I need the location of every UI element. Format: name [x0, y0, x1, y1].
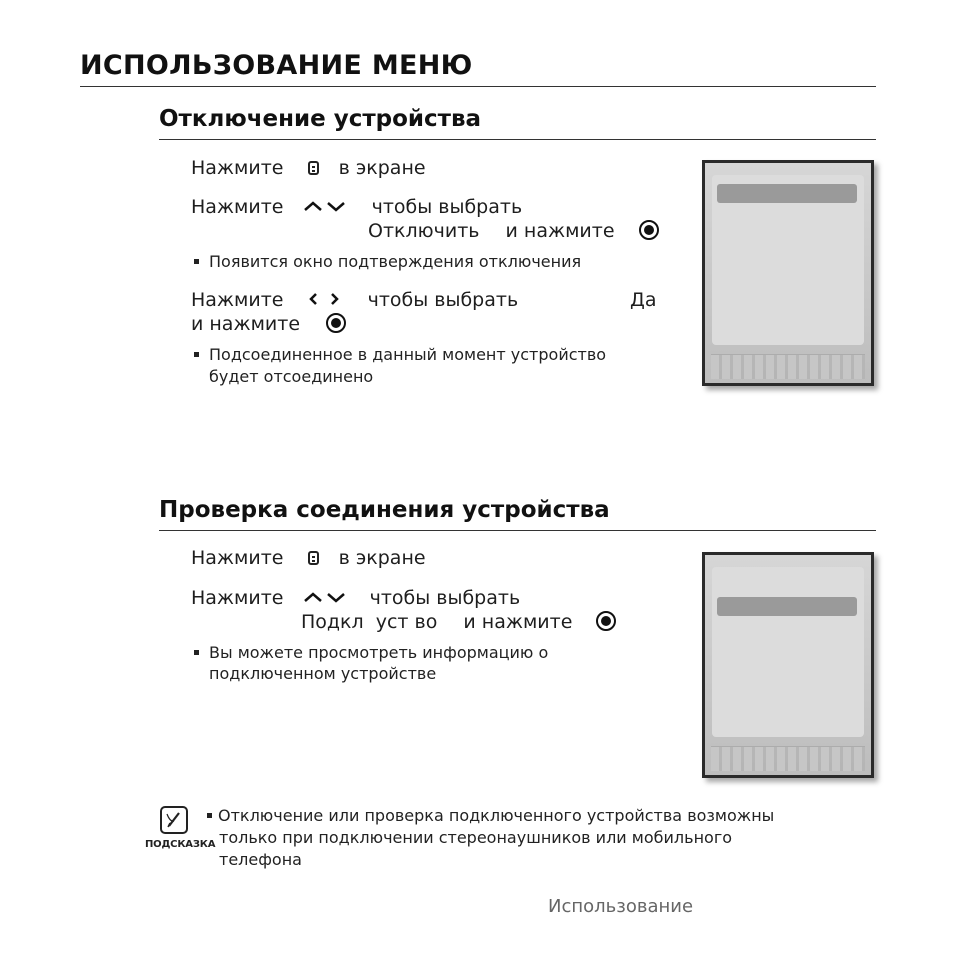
page-title: ИСПОЛЬЗОВАНИЕ МЕНЮ [80, 50, 473, 81]
menu-item-name: Подкл [301, 611, 364, 633]
bullet-icon [194, 352, 199, 357]
step-text: и нажмите [505, 220, 615, 242]
step-2 [191, 587, 520, 609]
hint-text: Отключение или проверка подключенного устройства возможны [207, 806, 774, 825]
hint-pencil-icon [160, 806, 188, 834]
hint-label: ПОДСКАЗКА [145, 839, 216, 850]
hint-text-line3: телефона [219, 850, 302, 869]
step-text: Нажмите [191, 157, 284, 179]
select-button-icon [326, 313, 346, 333]
title-divider [80, 86, 876, 87]
note-disconnect: Подсоединенное в данный момент устройство [194, 345, 606, 364]
screen-highlighted-item [717, 184, 857, 203]
option-yes: Да [630, 289, 657, 311]
note-confirm-window: Появится окно подтверждения отключения [194, 252, 581, 271]
step-3-line2 [191, 313, 346, 335]
up-down-icon [302, 196, 348, 218]
bullet-icon [194, 650, 199, 655]
step-text: чтобы выбрать [369, 587, 521, 609]
step-text: Нажмите [191, 196, 284, 218]
screen-background-decoration [711, 746, 865, 771]
step-text: Нажмите [191, 547, 284, 569]
step-2-line2 [301, 611, 616, 633]
step-1 [191, 547, 426, 569]
left-right-icon [308, 289, 340, 311]
note-disconnect-line2: будет отсоединено [209, 367, 374, 386]
note-info: Вы можете просмотреть информацию о [194, 643, 548, 662]
screen-highlighted-item [717, 597, 857, 616]
select-button-icon [596, 611, 616, 631]
step-text: чтобы выбрать [367, 289, 519, 311]
step-2 [191, 196, 522, 218]
step-3 [191, 289, 518, 311]
device-screen-disconnect [702, 160, 874, 386]
menu-button-icon [308, 551, 319, 565]
step-1 [191, 157, 426, 179]
step-text: в экране [338, 547, 426, 569]
page-footer: Использование [548, 896, 694, 917]
step-text: и нажмите [191, 313, 301, 335]
section-divider [159, 530, 876, 531]
step-2-line2 [368, 220, 659, 242]
section-divider [159, 139, 876, 140]
step-text: Нажмите [191, 289, 284, 311]
menu-button-icon [308, 161, 319, 175]
screen-background-decoration [711, 354, 865, 379]
menu-item-name: Отключить [368, 220, 480, 242]
step-text: в экране [338, 157, 426, 179]
section-heading-disconnect: Отключение устройства [159, 106, 482, 132]
up-down-icon [302, 587, 348, 609]
device-screen-check [702, 552, 874, 778]
step-text: Нажмите [191, 587, 284, 609]
note-info-line2: подключенном устройстве [209, 664, 437, 683]
menu-item-name: уст во [375, 611, 438, 633]
step-text: и нажмите [463, 611, 573, 633]
screen-menu-panel [712, 567, 864, 737]
select-button-icon [639, 220, 659, 240]
bullet-icon [194, 259, 199, 264]
step-text: чтобы выбрать [371, 196, 523, 218]
section-heading-check: Проверка соединения устройства [159, 497, 610, 523]
bullet-icon [207, 813, 212, 818]
hint-text-line2: только при подключении стереонаушников или мобильного [219, 828, 733, 847]
